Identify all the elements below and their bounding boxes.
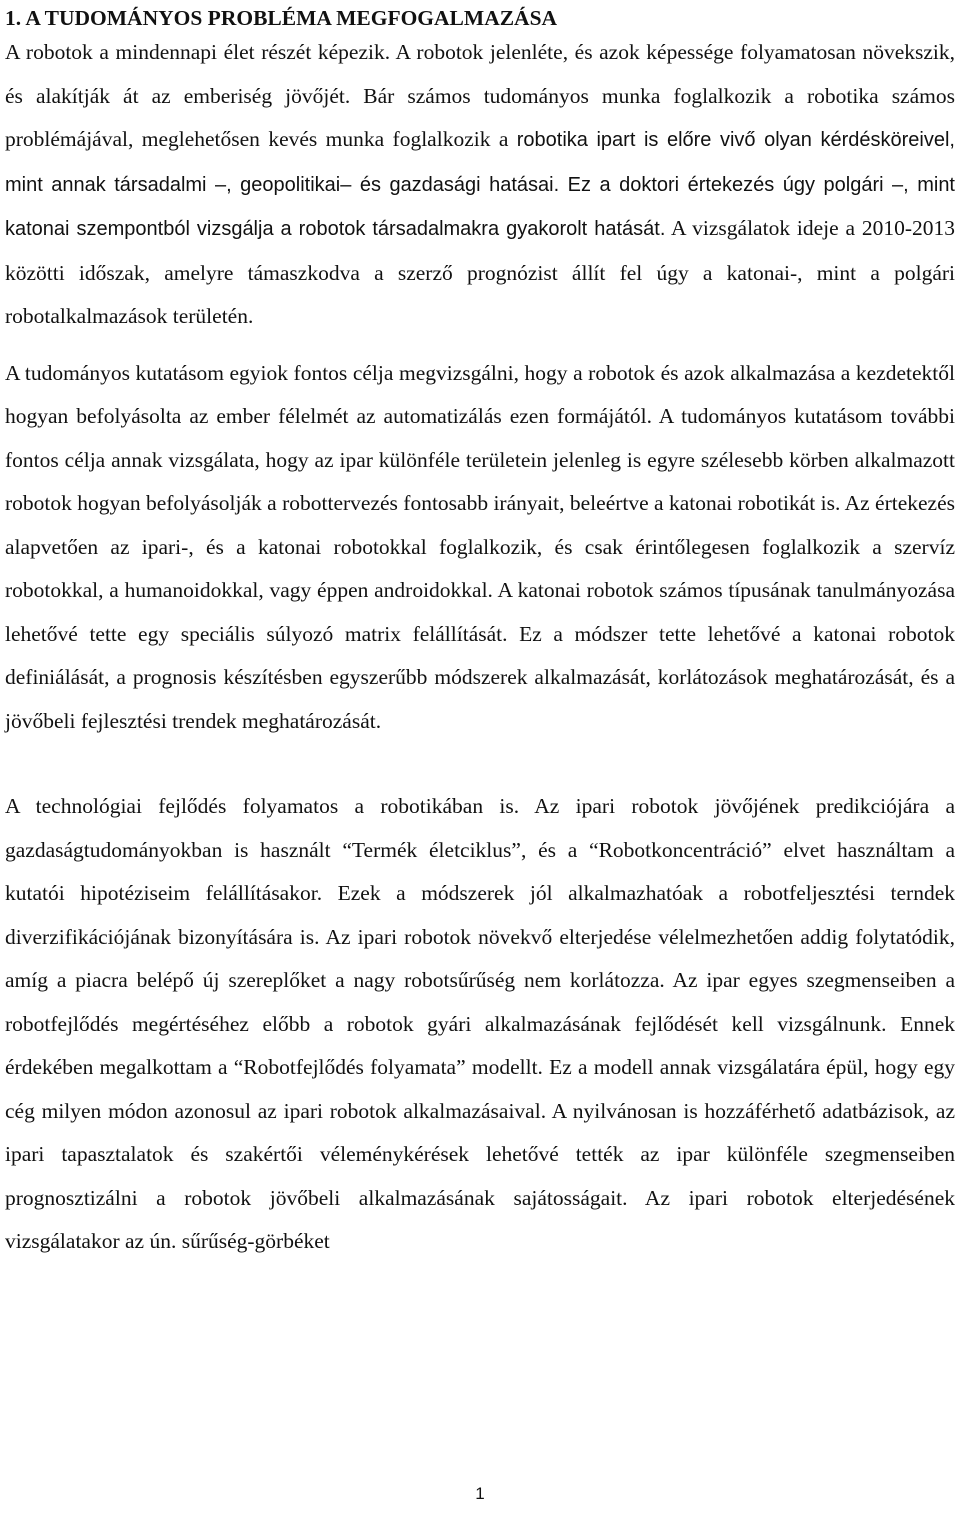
paragraph-1-serif-a: A robotok a mindennapi élet részét képezik. A robotok jelenléte, és azok képessége folyamatosan növekszik, és alakítják át az emberiség jövőjét. Bár számos tudományos munka foglalkozik a robotika számos problémájával, meglehetősen kevés munka foglalkozik a xyxy=(5,40,955,151)
paragraph-1 xyxy=(5,31,955,339)
paragraph-1-sans: robotika ipart is előre vivő olyan kérdésköreivel, mint annak társadalmi –, geopolitikai– és gazdasági hatásai. Ez a doktori értekezés úgy polgári –, mint katonai szempontból vizsgálja a robotok társadalmakra gyakorolt hatását. xyxy=(5,129,955,240)
document-page xyxy=(5,0,955,1264)
paragraph-3: A technológiai fejlődés folyamatos a robotikában is. Az ipari robotok jövőjének predikciójára a gazdaságtudományokban is használt “Termék életciklus”, és a “Robotkoncentráció” elvet használtam a kutatói hipotéziseim felállításakor. Ezek a módszerek jól alkalmazhatóak a robotfeljesztési terndek diverzifikációjának bizonyítására is. Az ipari robotok növekvő elterjedése vélelmezhetően addig folytatódik, amíg a piacra belépő új szereplőket a nagy robotsűrűség nem korlátozza. Az ipar egyes szegmenseiben a robotfejlődés megértéséhez előbb a robotok gyári alkalmazásának fejlődését kell vizsgálnunk. Ennek érdekében megalkottam a “Robotfejlődés folyamata” modellt. Ez a modell annak vizsgálatára épül, hogy egy cég milyen módon azonosul az ipari robotok alkalmazásaival. A nyilvánosan is hozzáférhető adatbázisok, az ipari tapasztalatok és szakértői véleménykérések lehetővé tették az ipar különféle szegmenseiben prognosztizálni a robotok jövőbeli alkalmazásának sajátosságait. Az ipari robotok elterjedésének vizsgálatakor az ún. sűrűség-görbéket xyxy=(5,794,955,1253)
paragraph-1-serif-b: A vizsgálatok ideje a 2010-2013 közötti időszak, amelyre támaszkodva a szerző prognózist állít fel úgy a katonai-, mint a polgári robotalkalmazások területén. xyxy=(5,216,955,328)
page-number: 1 xyxy=(475,1484,485,1503)
section-heading: 1. A TUDOMÁNYOS PROBLÉMA MEGFOGALMAZÁSA xyxy=(5,6,558,30)
paragraph-2: A tudományos kutatásom egyiok fontos célja megvizsgálni, hogy a robotok és azok alkalmazása a kezdetektől hogyan befolyásolta az ember félelmét az automatizálás ezen formájától. A tudományos kutatásom további fontos célja annak vizsgálata, hogy az ipar különféle területein jelenleg is egyre szélesebb körben alkalmazott robotok hogyan befolyásolják a robottervezés fontosabb irányait, beleértve a katonai robotikát is. Az értekezés alapvetően az ipari-, és a katonai robotokkal foglalkozik, és csak érintőlegesen foglalkozik a szervíz robotokkal, a humanoidokkal, vagy éppen androidokkal. A katonai robotok számos típusának tanulmányozása lehetővé tette egy speciális súlyozó matrix felállítását. Ez a módszer tette lehetővé a katonai robotok definiálását, a prognosis készítésben egyszerűbb módszerek alkalmazását, korlátozások meghatározását, és a jövőbeli fejlesztési trendek meghatározását. xyxy=(5,360,955,733)
